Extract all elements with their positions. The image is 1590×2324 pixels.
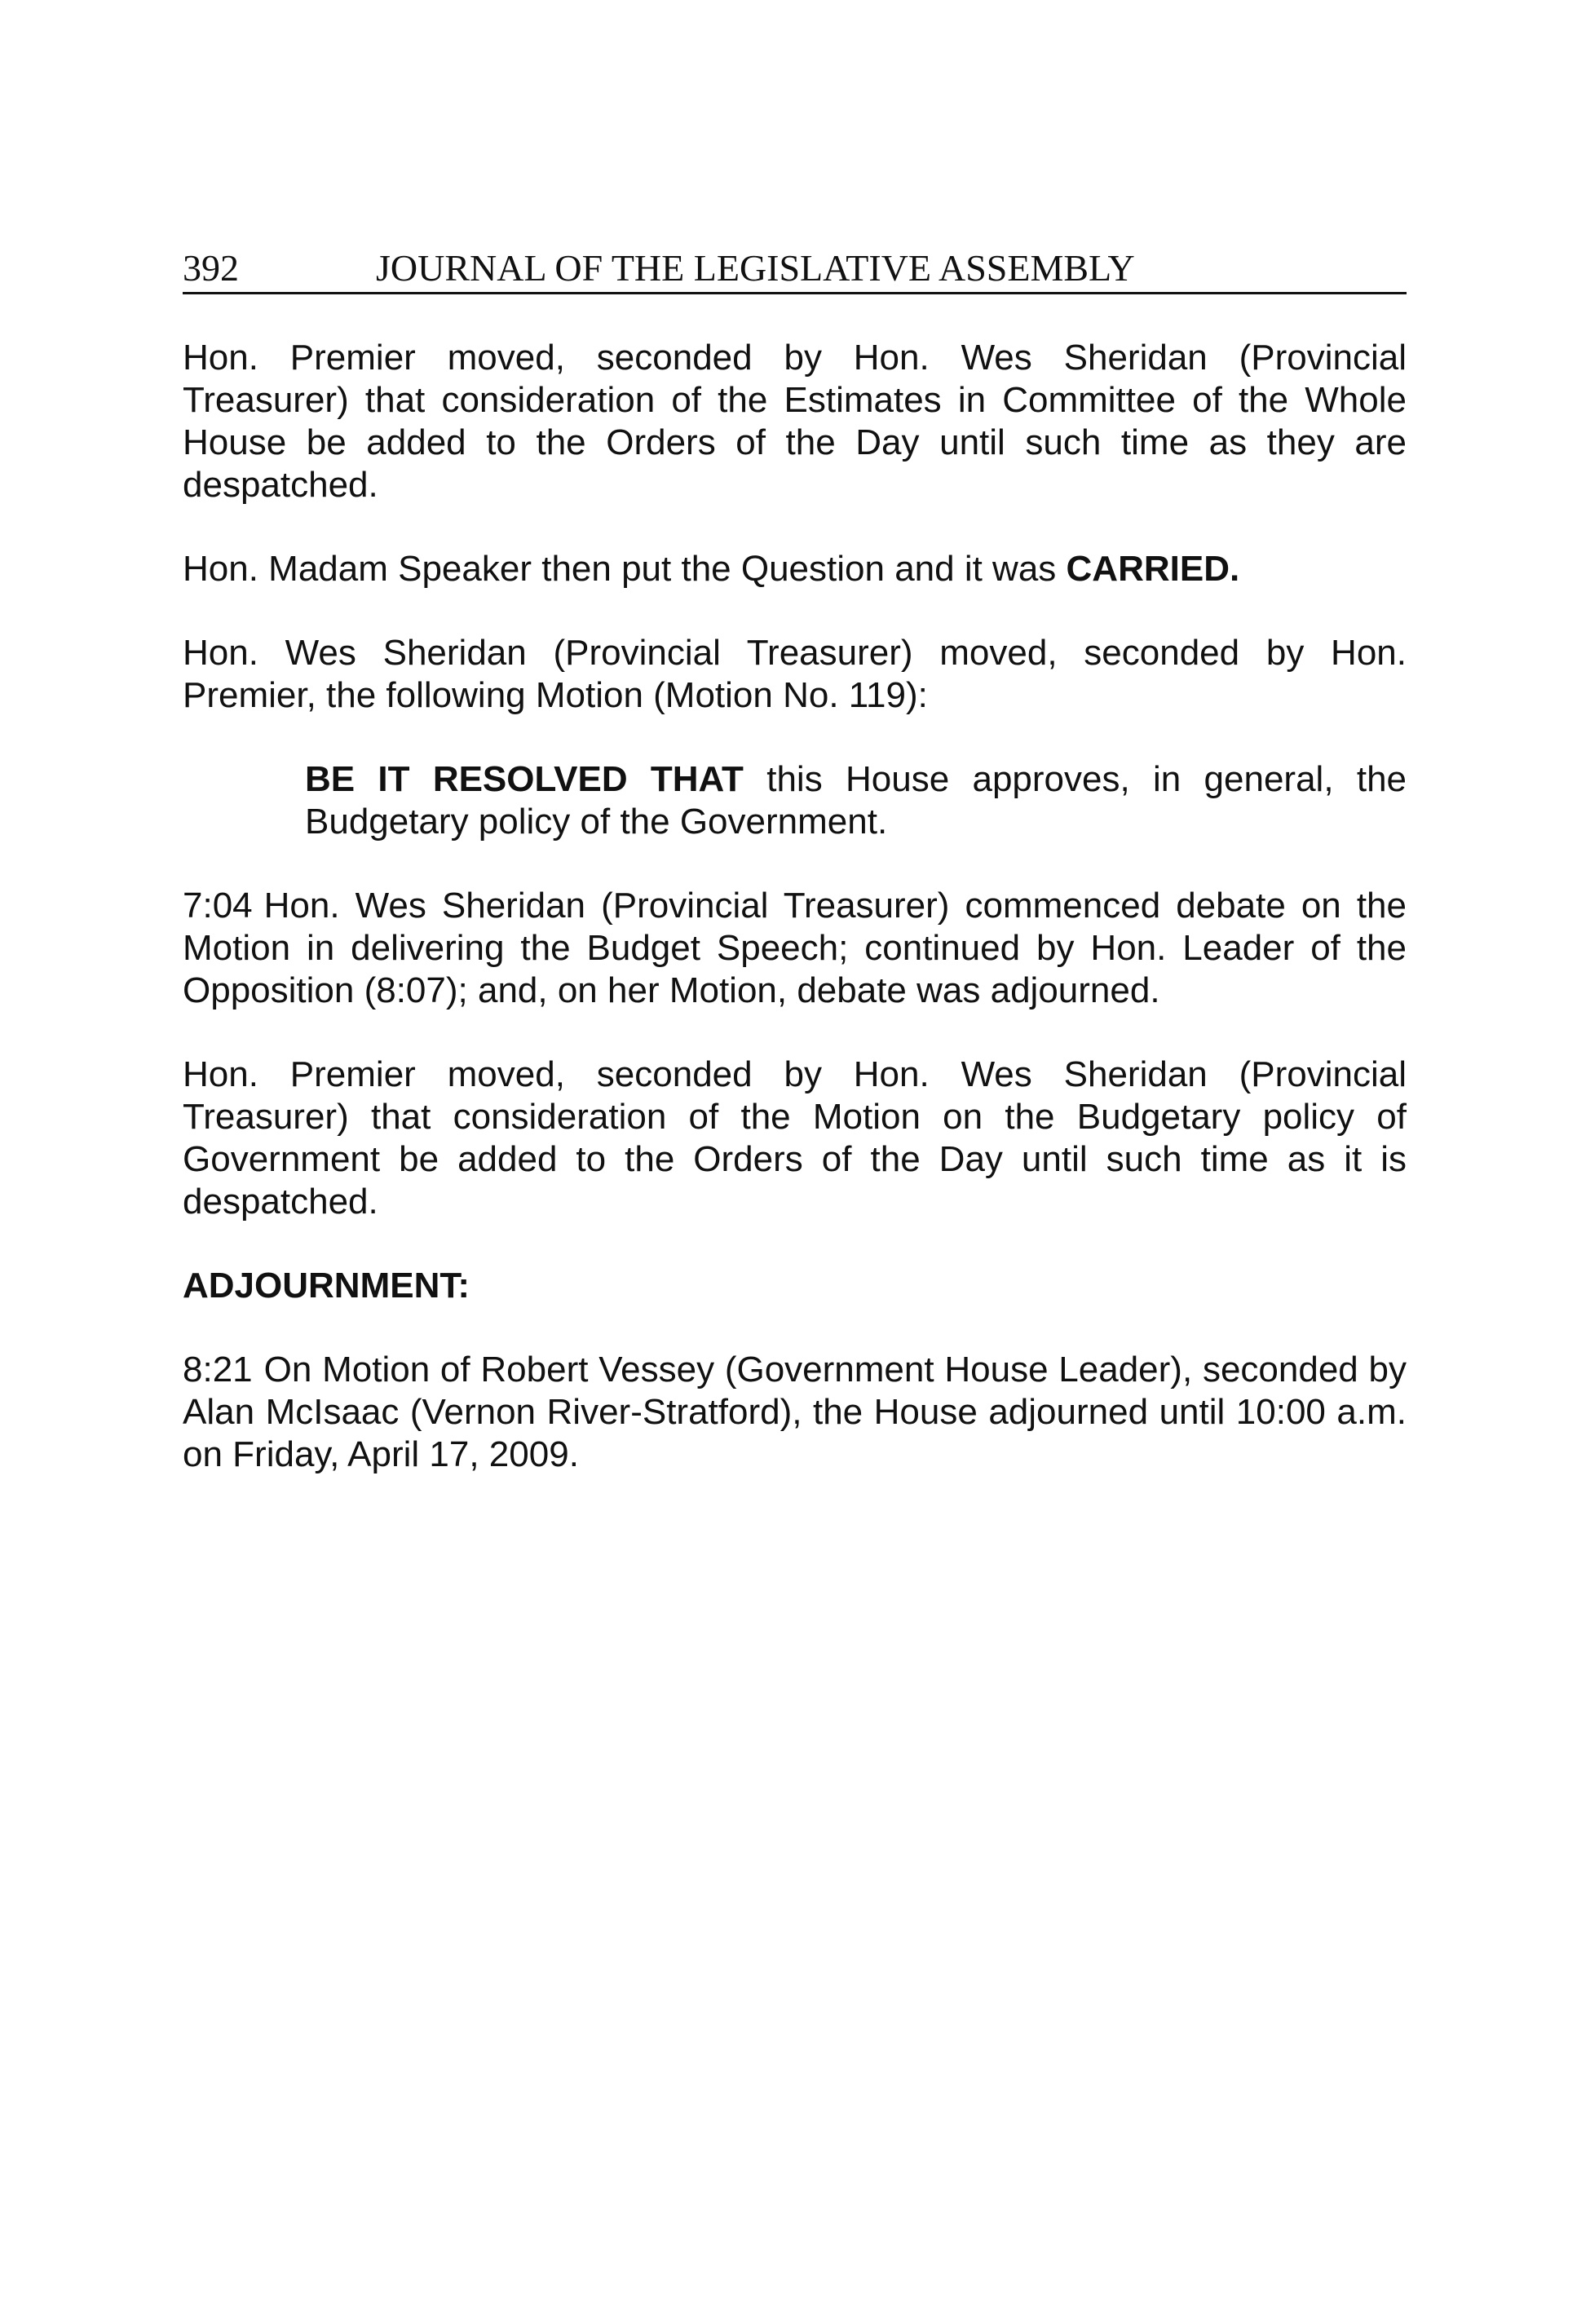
resolution-block	[305, 758, 1407, 843]
paragraph-budget-speech	[183, 885, 1407, 1012]
paragraph-question-carried	[183, 548, 1407, 590]
paragraph-estimates-motion: Hon. Premier moved, seconded by Hon. Wes Sheridan (Provincial Treasurer) that consideration of the Estimates in Committee of the Whole House be added to the Orders of the Day until such time as they are despatched.	[183, 338, 1407, 505]
running-header	[183, 245, 1407, 294]
adjournment-heading: ADJOURNMENT:	[183, 1266, 470, 1306]
paragraph-budget-motion: Hon. Wes Sheridan (Provincial Treasurer) moved, seconded by Hon. Premier, the following Motion (Motion No. 119):	[183, 633, 1407, 715]
journal-body	[183, 337, 1407, 1476]
paragraph-adjournment	[183, 1349, 1407, 1476]
journal-page	[183, 245, 1407, 1476]
resolution-heading: BE IT RESOLVED THAT	[305, 759, 744, 799]
carried-status: CARRIED.	[1066, 549, 1240, 589]
journal-title: JOURNAL OF THE LEGISLATIVE ASSEMBLY	[376, 247, 1135, 289]
budget-speech-text: Hon. Wes Sheridan (Provincial Treasurer) commenced debate on the Motion in delivering the Budget Speech; continued by Hon. Leader of the Opposition (8:07); and, on her Motion, debate was adjourned.	[183, 886, 1407, 1010]
page-number: 392	[183, 247, 239, 289]
paragraph-budget-orders: Hon. Premier moved, seconded by Hon. Wes Sheridan (Provincial Treasurer) that consideration of the Motion on the Budgetary policy of Government be added to the Orders of the Day until such time as it is despatched.	[183, 1054, 1407, 1222]
time-stamp: 7:04	[183, 886, 253, 926]
adjournment-text: On Motion of Robert Vessey (Government House Leader), seconded by Alan McIsaac (Vernon River-Stratford), the House adjourned until 10:00 a.m. on Friday, April 17, 2009.	[183, 1350, 1407, 1474]
adjournment-time: 8:21	[183, 1350, 253, 1390]
resolution-text: this House approves, in general, the Budgetary policy of the Government.	[305, 759, 1407, 842]
question-text: Hon. Madam Speaker then put the Question and it was	[183, 549, 1067, 589]
